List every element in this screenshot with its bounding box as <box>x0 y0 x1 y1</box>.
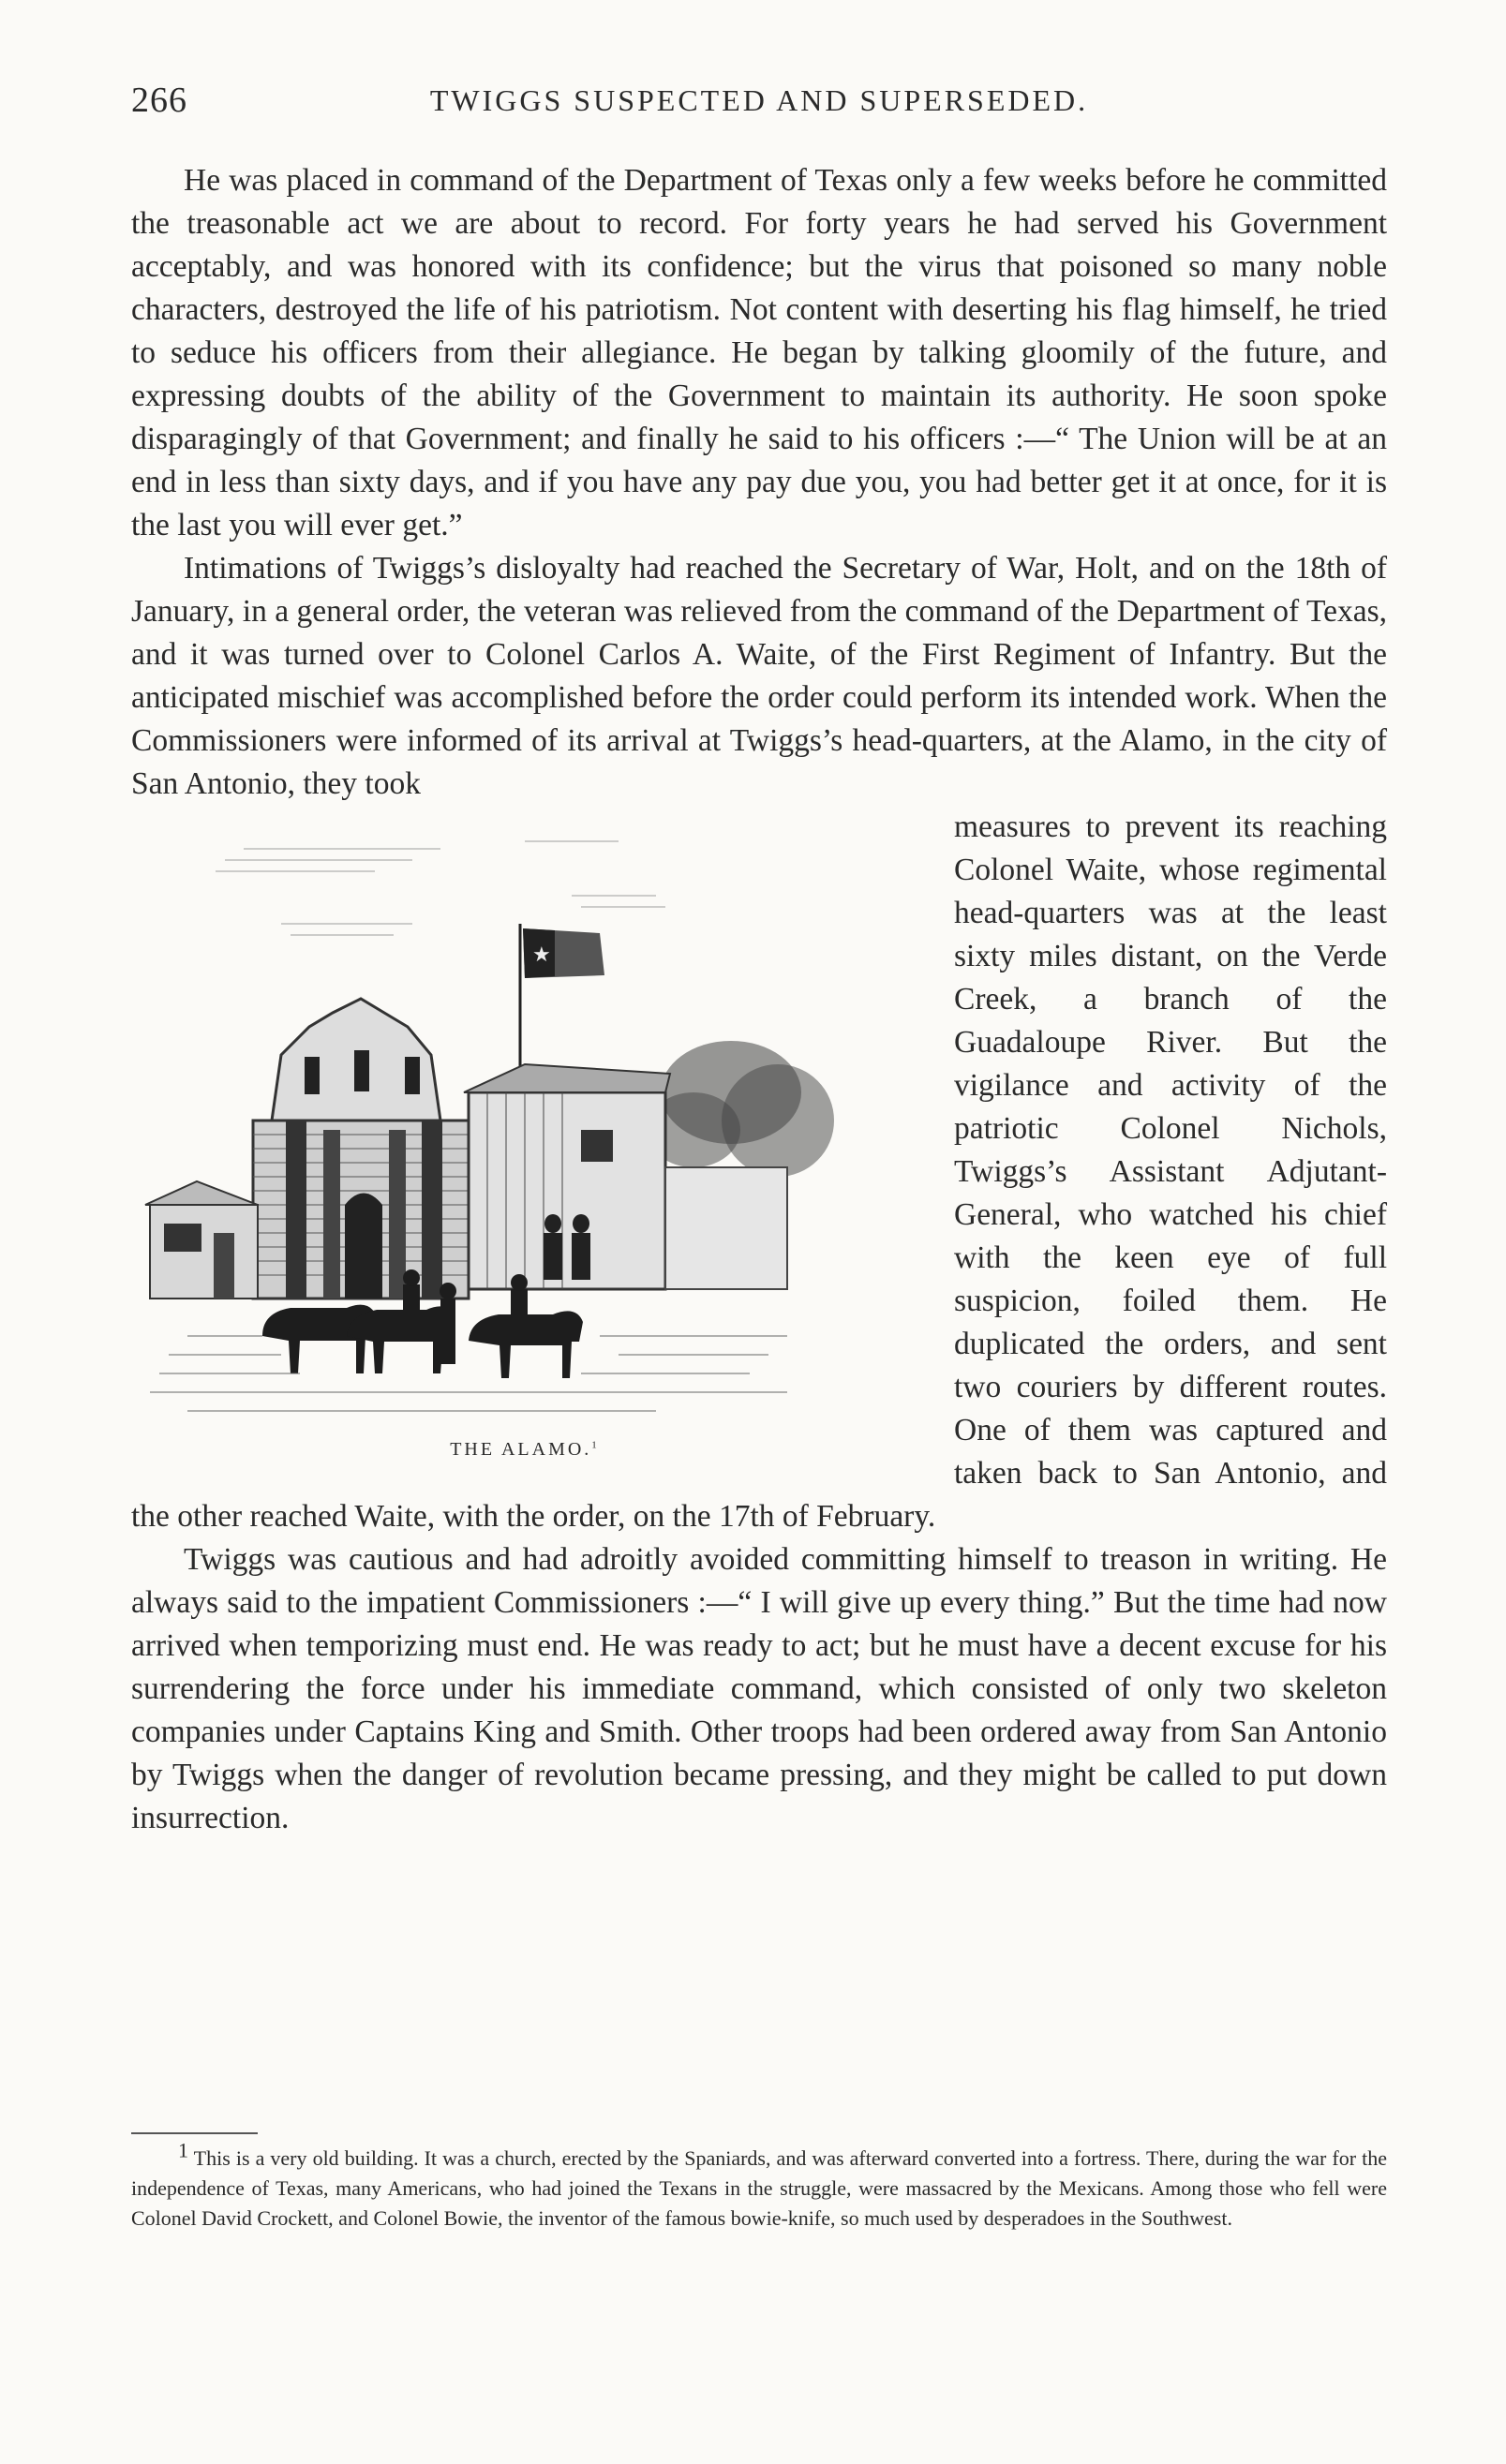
paragraph-2-continued: measures to prevent its reaching Colonel Waite, whose regimental head-quarters was at the least sixty miles distant, on the Verde Creek, a branch of the Guadaloupe River. But the vigilance and activity of the patriotic Colonel Nichols, Twiggs’s Assistant Adjutant-General, who watched his chief with the keen eye of full suspicion, foiled them. He duplicated the orders, and sent two couriers by different routes. One of them was captured and taken back to San Antonio, and the other reached Waite, with the order, on the 17th of February. <box>131 809 1387 1534</box>
footnote-mark: 1 <box>178 2138 188 2162</box>
page-header <box>131 80 1387 126</box>
body-text <box>131 159 1387 1840</box>
running-head: TWIGGS SUSPECTED AND SUPERSEDED. <box>429 83 1089 117</box>
alamo-engraving <box>131 811 918 1420</box>
caption-text: THE ALAMO. <box>450 1439 592 1460</box>
page-number: 266 <box>131 81 187 120</box>
footnote-text: This is a very old building. It was a church, erected by the Spaniards, and was afterward converted into a fortress. There, during the war for the independence of Texas, many Americans, who had joined the Texans in the struggle, were massacred by the Mexicans. Among those who fell were Colonel David Crockett, and Colonel Bowie, the inventor of the famous bowie-knife, so much used by desperadoes in the Southwest. <box>131 2146 1387 2230</box>
figure-caption <box>131 1428 918 1471</box>
alamo-illustration <box>131 811 918 1478</box>
paragraph-1: He was placed in command of the Department of Texas only a few weeks before he committed the treasonable act we are about to record. For forty years he had served his Government acceptably, and was honored with its confidence; but the virus that poisoned so many noble characters, destroyed the life of his patriotism. Not content with deserting his flag himself, he tried to seduce his officers from their allegiance. He began by talking gloomily of the future, and expressing doubts of the ability of the Government to maintain its authority. He soon spoke disparagingly of that Government; and finally he said to his officers :—“ The Union will be at an end in less than sixty days, and if you have any pay due you, you had better get it at once, for it is the last you will ever get.” <box>131 163 1387 542</box>
paragraph-2-intro: Intimations of Twiggs’s disloyalty had reached the Secretary of War, Holt, and on the 18th of January, in a general order, the veteran was relieved from the command of the Department of Texas, and it was turned over to Colonel Carlos A. Waite, of the First Regiment of Infantry. But the anticipated mischief was accomplished before the order could perform its intended work. When the Commissioners were informed of its arrival at Twiggs’s head-quarters, at the Alamo, in the city of San Antonio, they took <box>131 551 1387 801</box>
footnote <box>131 2138 1387 2234</box>
svg-text:★: ★ <box>532 943 551 967</box>
caption-footnote-mark: 1 <box>591 1439 600 1451</box>
paragraph-3: Twiggs was cautious and had adroitly avoided committing himself to treason in writing. He always said to the impatient Commissioners :—“ I will give up every thing.” But the time had now arrived when temporizing must end. He was ready to act; but he must have a decent excuse for his surrendering the force under his immediate command, which consisted of only two skeleton companies under Captains King and Smith. Other troops had been ordered away from San Antonio by Twiggs when the danger of revolution became pressing, and they might be called to put down insurrection. <box>131 1542 1387 1835</box>
footnote-rule <box>131 2132 258 2134</box>
